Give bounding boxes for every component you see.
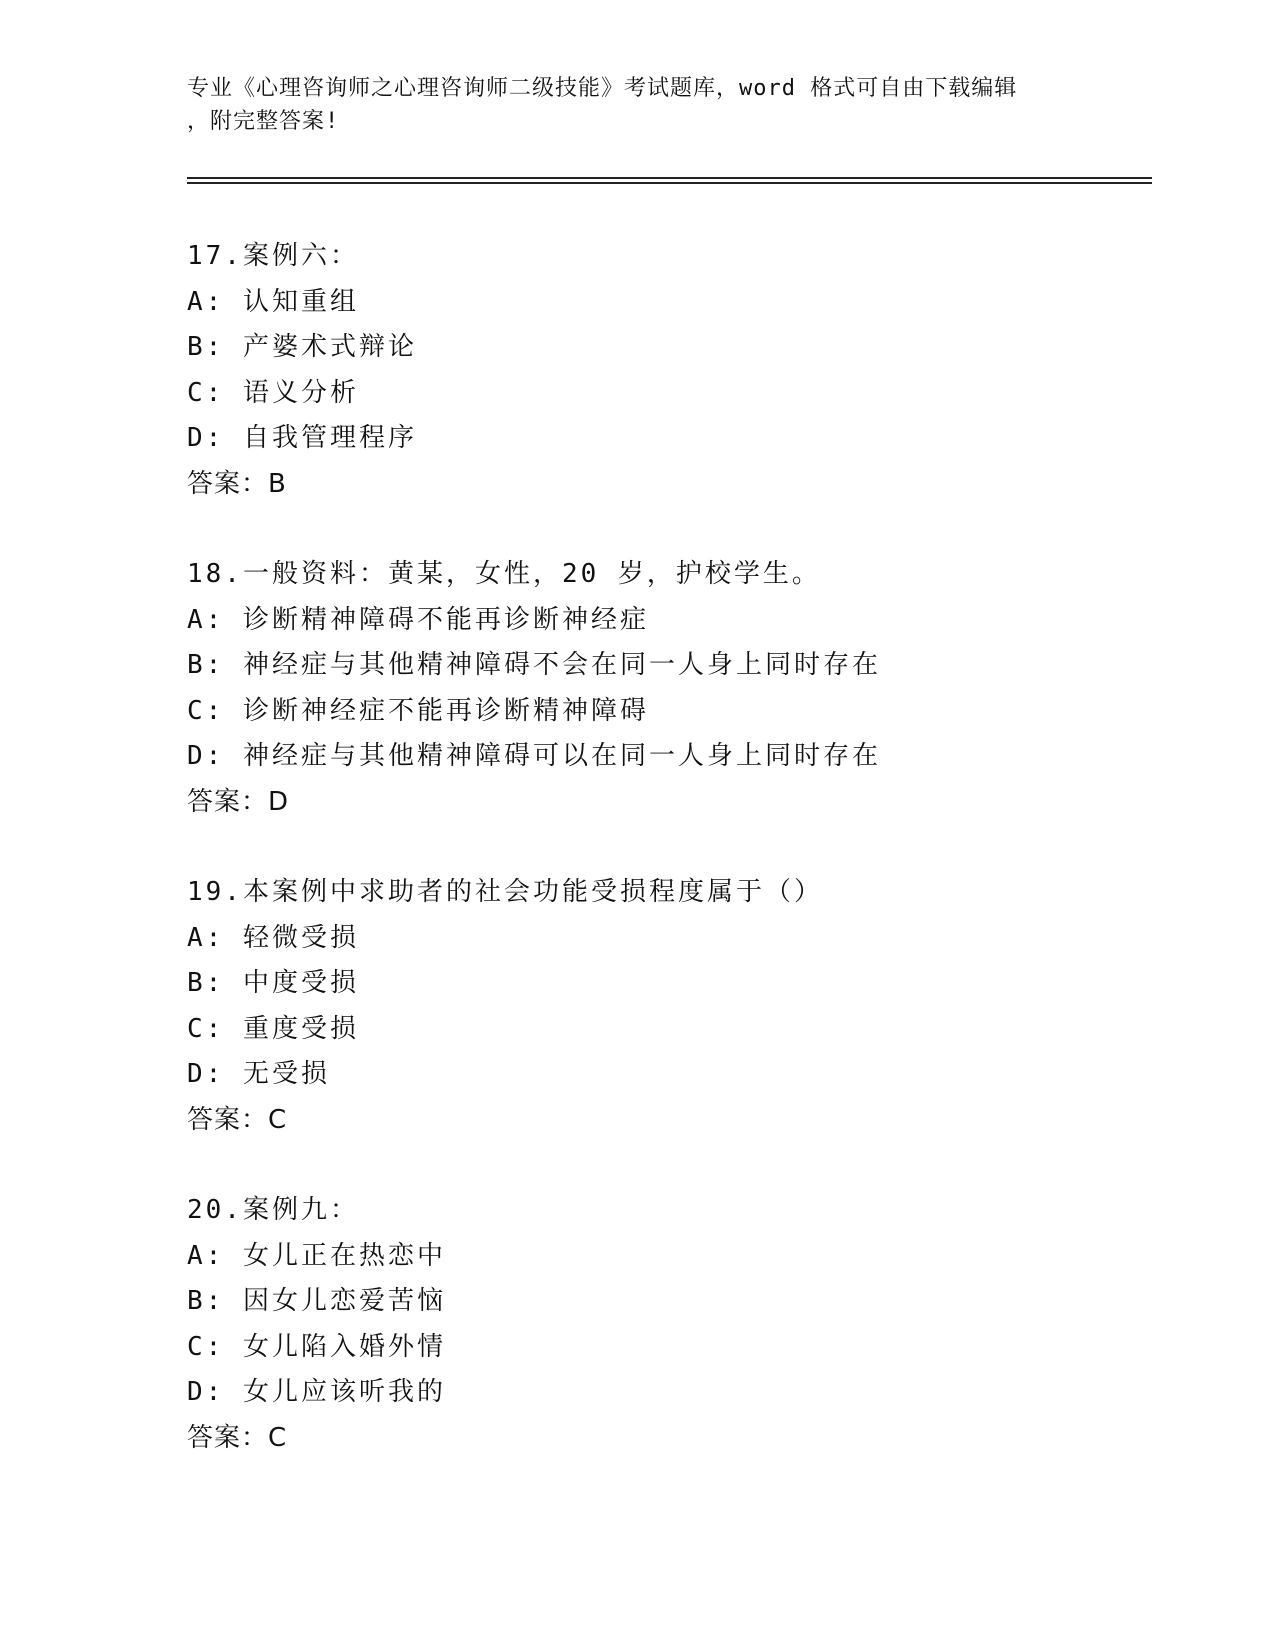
answer: 答案：C: [187, 1104, 288, 1135]
question-stem: 17.案例六：: [187, 241, 359, 271]
option-a: A: 认知重组: [187, 286, 359, 317]
answer: 答案：C: [187, 1422, 288, 1453]
option-d: D: 无受损: [187, 1059, 330, 1089]
option-c: C: 女儿陷入婚外情: [187, 1331, 446, 1362]
option-d: D: 自我管理程序: [187, 423, 417, 453]
answer: 答案：D: [187, 786, 290, 817]
question-17: [187, 234, 1147, 507]
option-a: A: 轻微受损: [187, 922, 359, 953]
option-c: C: 语义分析: [187, 377, 359, 408]
option-b: B: 神经症与其他精神障碍不会在同一人身上同时存在: [187, 650, 881, 680]
question-list: [187, 234, 1147, 1506]
option-a: A: 女儿正在热恋中: [187, 1240, 446, 1271]
option-c: C: 诊断神经症不能再诊断精神障碍: [187, 695, 649, 726]
option-c: C: 重度受损: [187, 1013, 359, 1044]
option-d: D: 女儿应该听我的: [187, 1377, 446, 1407]
header-line-1: 专业《心理咨询师之心理咨询师二级技能》考试题库，word 格式可自由下载编辑: [187, 76, 1018, 101]
header-divider-top: [187, 177, 1152, 179]
option-b: B: 产婆术式辩论: [187, 332, 417, 362]
document-header: [187, 72, 1067, 138]
option-b: B: 中度受损: [187, 968, 359, 998]
header-line-2: ，附完整答案!: [187, 109, 340, 134]
question-stem: 20.案例九：: [187, 1195, 359, 1225]
question-20: [187, 1188, 1147, 1461]
answer: 答案：B: [187, 468, 287, 499]
question-19: [187, 870, 1147, 1143]
option-d: D: 神经症与其他精神障碍可以在同一人身上同时存在: [187, 741, 881, 771]
header-divider-bottom: [187, 182, 1152, 184]
question-stem: 19.本案例中求助者的社会功能受损程度属于（）: [187, 877, 823, 907]
question-18: [187, 552, 1147, 825]
option-a: A: 诊断精神障碍不能再诊断神经症: [187, 604, 649, 635]
option-b: B: 因女儿恋爱苦恼: [187, 1286, 446, 1316]
question-stem: 18.一般资料：黄某，女性，20 岁，护校学生。: [187, 559, 821, 589]
